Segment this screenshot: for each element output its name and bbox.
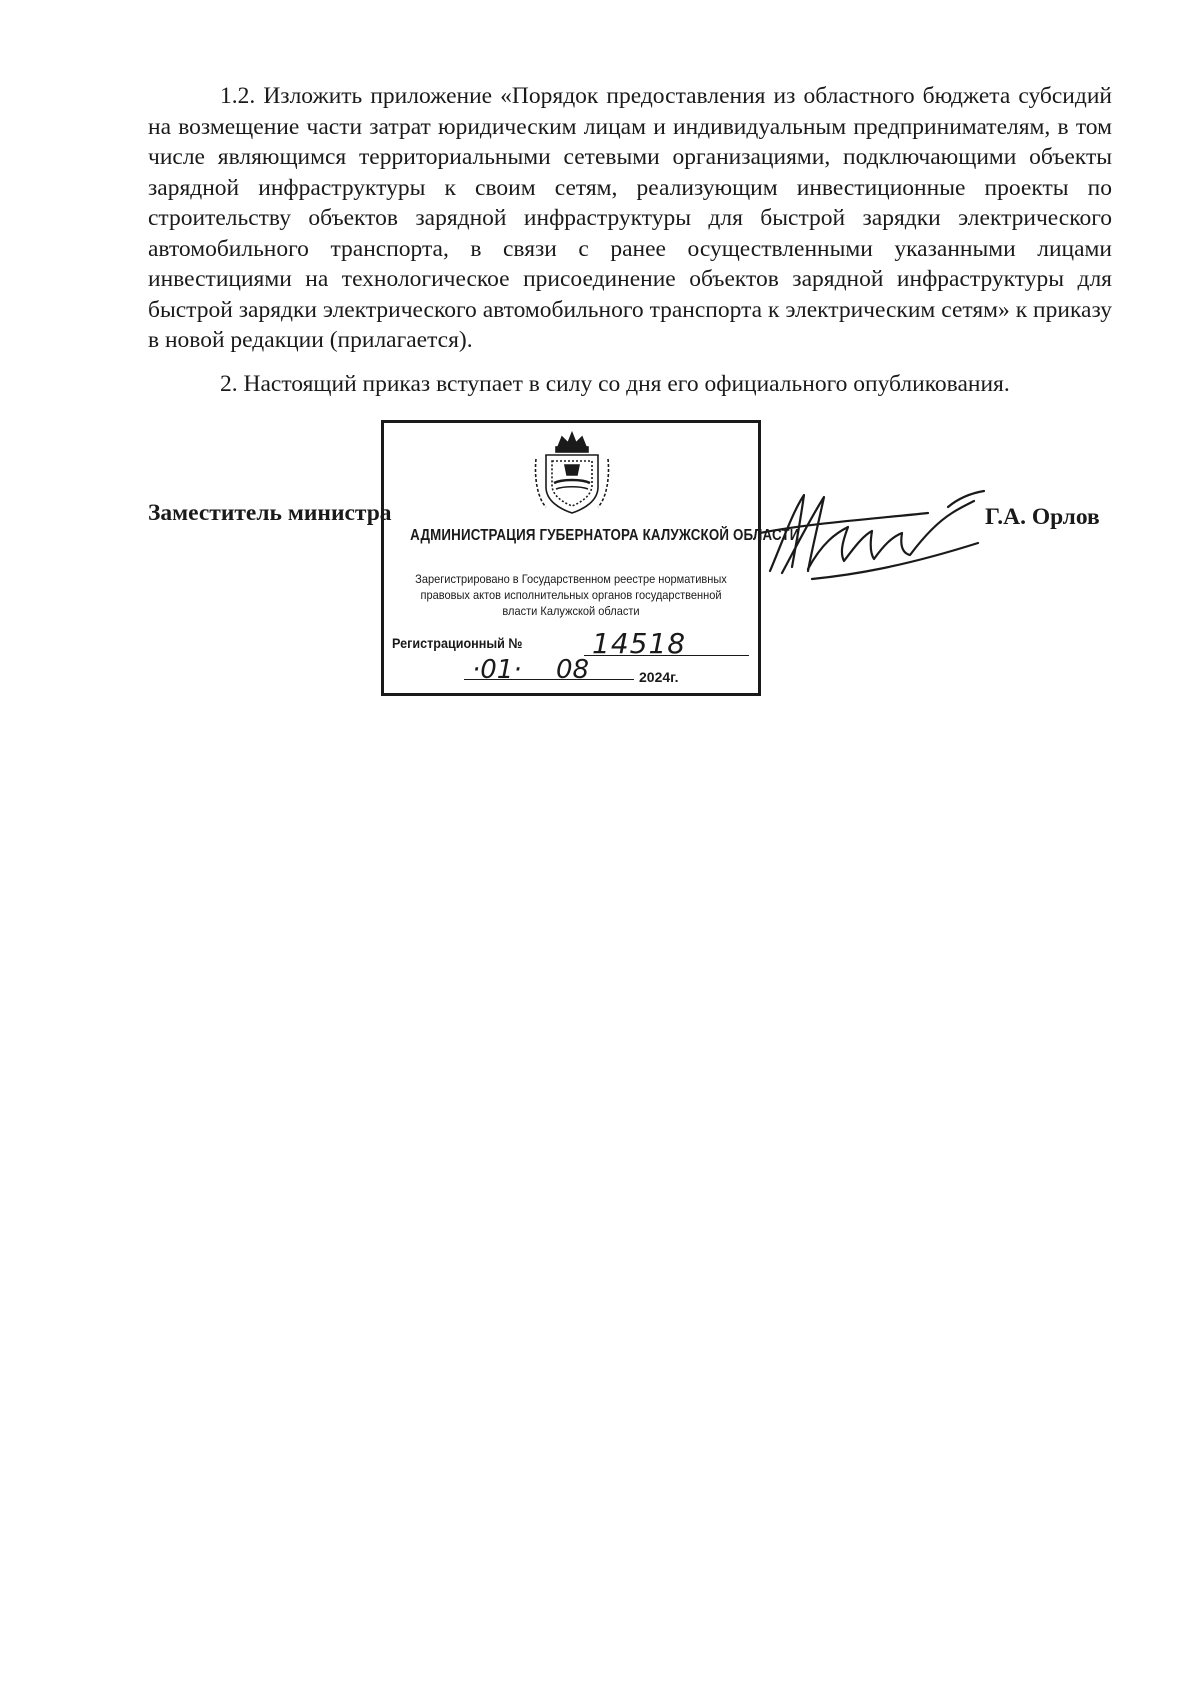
- signatory-position: Заместитель министра: [148, 500, 392, 526]
- stamp-date-month: 08: [556, 655, 590, 685]
- registration-stamp: [381, 420, 800, 696]
- stamp-date-day: ·01·: [472, 655, 522, 685]
- stamp-organization: АДМИНИСТРАЦИЯ ГУБЕРНАТОРА КАЛУЖСКОЙ ОБЛАСТИ: [410, 527, 800, 544]
- kaluga-coat-of-arms-icon: [532, 429, 612, 517]
- signatory-name: Г.А. Орлов: [985, 504, 1100, 530]
- clause-1-2: 1.2. Изложить приложение «Порядок предоставления из областного бюджета субсидий на возмещение части затрат юридическим лицам и индивидуальным предпринимателям, в том числе являющимся территориальными сетевыми организациями, подключающими объекты зарядной инфраструктуры к своим сетям, реализующим инвестиционные проекты по строительству объектов зарядной инфраструктуры для быстрой зарядки электрического автомобильного транспорта, в связи с ранее осуществленными указанными лицами инвестициями на технологическое присоединение объектов зарядной инфраструктуры для быстрой зарядки электрического автомобильного транспорта к электрическим сетям» к приказу в новой редакции (прилагается).: [148, 83, 1112, 353]
- stamp-registration-note: Зарегистрировано в Государственном реестре нормативных правовых актов исполнительных органов государственной власти Калужской области: [415, 572, 727, 618]
- stamp-registration-label: Регистрационный №: [392, 635, 523, 651]
- stamp-date-year: 2024г.: [639, 669, 679, 685]
- clause-2: 2. Настоящий приказ вступает в силу со дня его официального опубликования.: [220, 371, 1010, 397]
- stamp-registration-number: 14518: [592, 627, 687, 660]
